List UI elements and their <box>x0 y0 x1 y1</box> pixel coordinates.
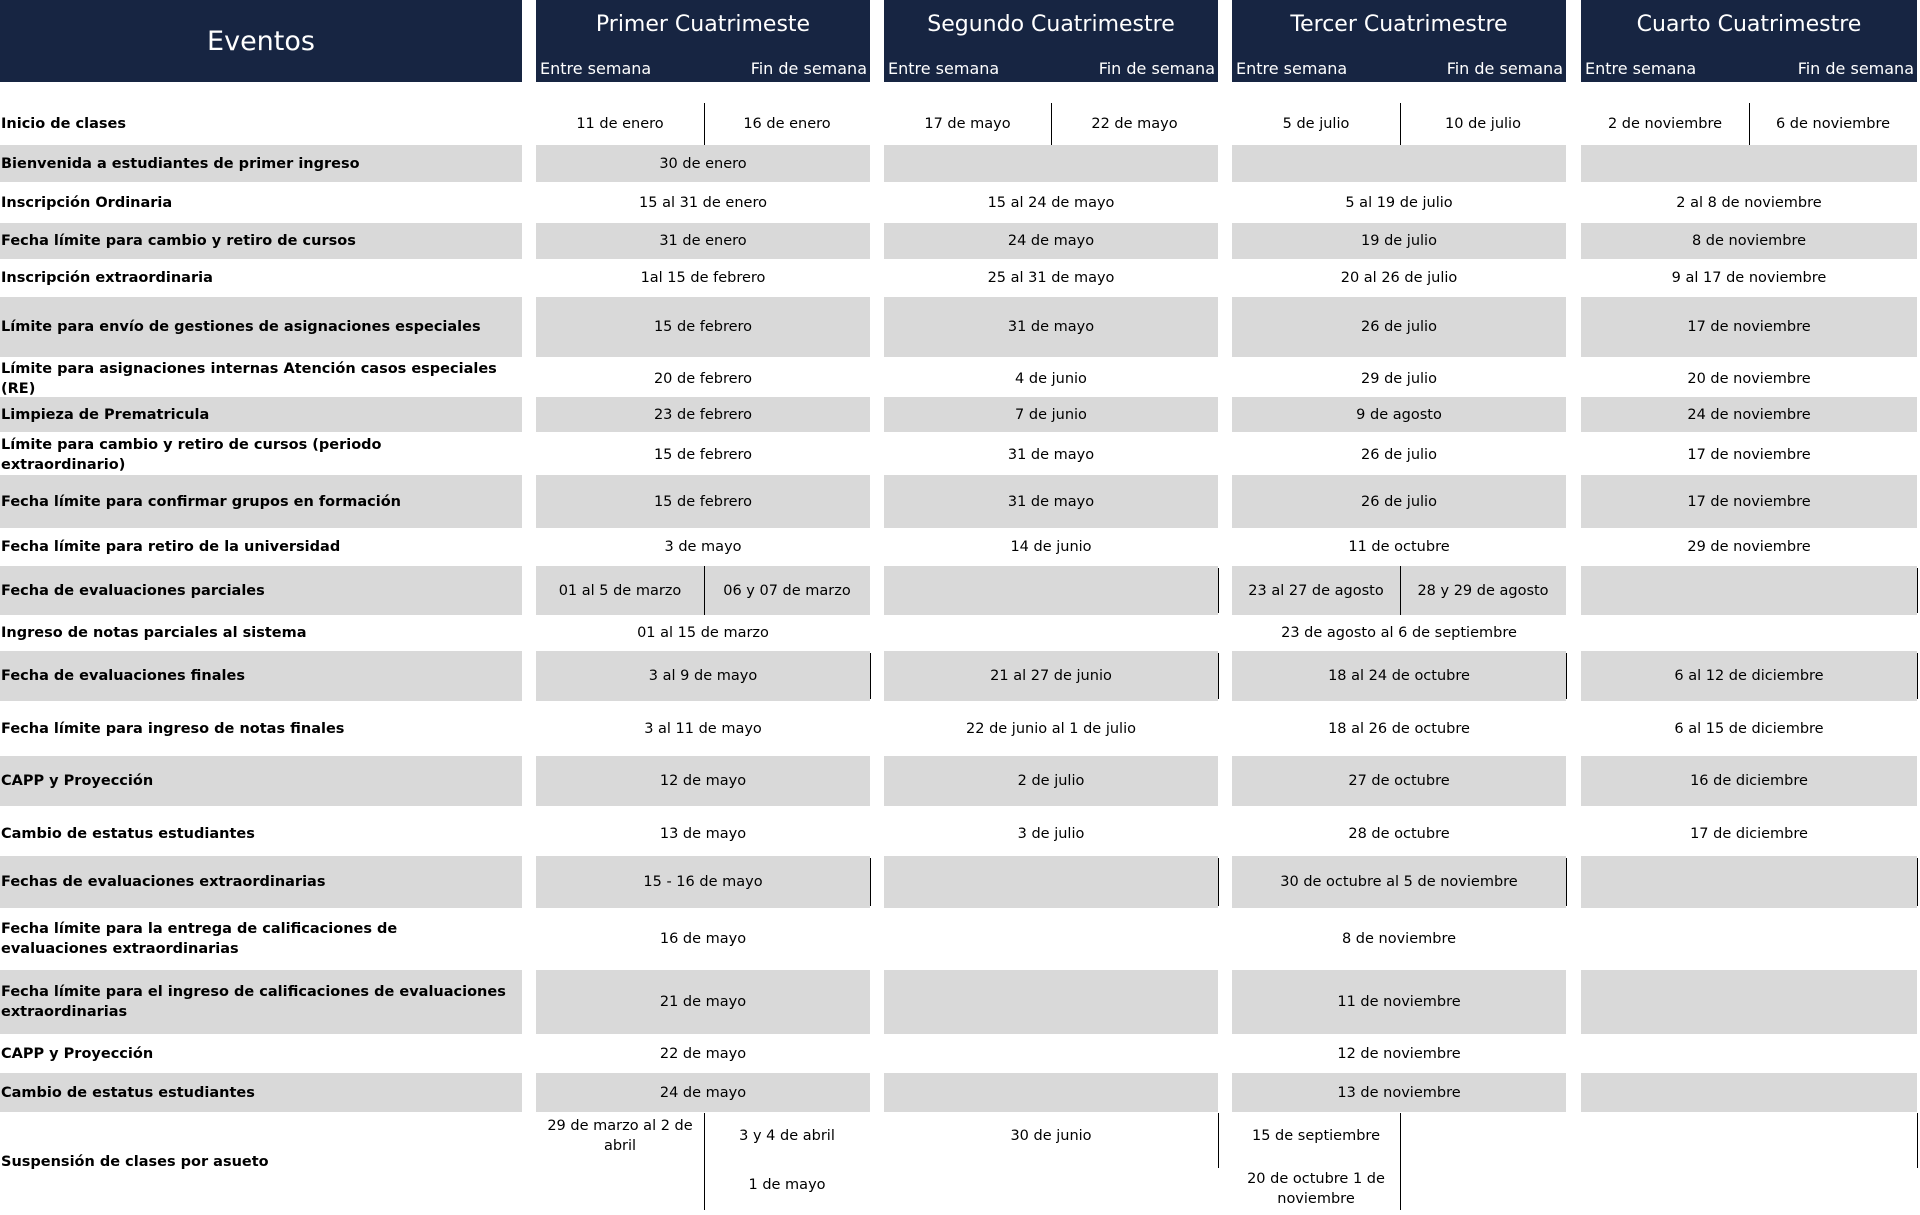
weekday-date: 29 de marzo al 2 de abril <box>547 1118 693 1154</box>
table-row <box>0 360 1920 398</box>
table-row <box>0 297 1920 357</box>
event-label: Fecha límite para ingreso de notas finales <box>1 720 345 737</box>
event-label: Fecha límite para confirmar grupos en formación <box>1 493 401 510</box>
weekday-date: 11 de enero <box>576 116 664 132</box>
term-date: 15 - 16 de mayo <box>643 874 763 890</box>
table-row <box>0 615 1920 650</box>
term-date: 30 de enero <box>659 155 747 172</box>
weekend-date: 16 de enero <box>743 116 831 132</box>
table-row <box>0 1033 1920 1074</box>
term-date: 24 de mayo <box>1007 233 1095 249</box>
table-row <box>0 184 1920 221</box>
term-date: 23 de agosto al 6 de septiembre <box>1281 624 1517 641</box>
column-divider <box>1917 1113 1918 1168</box>
weekend-date: 6 de noviembre <box>1775 116 1891 132</box>
table-row <box>0 756 1920 806</box>
table-row <box>0 651 1920 701</box>
term-date <box>1581 566 1917 615</box>
term-date: 15 de febrero <box>653 493 753 510</box>
term-date: 7 de junio <box>1015 406 1087 423</box>
term-date: 14 de junio <box>1010 538 1092 555</box>
term-date: 27 de octubre <box>1348 773 1450 789</box>
term-date: 13 de mayo <box>659 825 747 842</box>
term-date <box>884 145 1218 182</box>
term-date <box>884 615 1218 650</box>
term-date: 2 al 8 de noviembre <box>1676 194 1822 211</box>
weekday-date: 17 de mayo <box>924 116 1011 132</box>
table-row <box>0 145 1920 182</box>
term-date <box>884 1073 1218 1112</box>
term-date <box>1581 615 1917 650</box>
table-row <box>0 908 1920 970</box>
weekday-subheader: Entre semana <box>1236 59 1348 78</box>
term-date: 3 al 9 de mayo <box>648 668 758 684</box>
term-header-3 <box>1232 0 1566 82</box>
term-date: 12 de mayo <box>659 773 747 789</box>
term-title: Cuarto Cuatrimestre <box>1636 12 1862 37</box>
event-label: Fecha límite para el ingreso de calificaciones de evaluaciones extraordinarias <box>1 984 506 1020</box>
term-date: 31 de mayo <box>1007 447 1095 463</box>
column-divider <box>1218 858 1219 906</box>
term-date <box>1581 1073 1917 1112</box>
table-row <box>0 856 1920 908</box>
weekday-subheader: Entre semana <box>888 59 1000 78</box>
term-date: 21 de mayo <box>659 994 747 1010</box>
term-date: 31 de enero <box>659 233 747 249</box>
table-row <box>0 1113 1920 1210</box>
column-divider <box>870 858 871 906</box>
column-divider <box>1749 103 1750 145</box>
term-date: 17 de noviembre <box>1687 447 1811 463</box>
table-row <box>0 103 1920 145</box>
term-date: 5 al 19 de julio <box>1345 194 1453 211</box>
event-label: Ingreso de notas parciales al sistema <box>1 624 307 641</box>
column-divider <box>1051 103 1052 145</box>
term-date: 6 al 12 de diciembre <box>1674 668 1824 684</box>
term-date <box>884 566 1218 615</box>
term-date: 11 de octubre <box>1348 538 1450 555</box>
term-date: 15 al 31 de enero <box>639 194 767 211</box>
events-header <box>0 0 522 82</box>
event-label: Fecha de evaluaciones finales <box>1 668 245 684</box>
term-date: 3 al 11 de mayo <box>644 720 762 737</box>
table-row <box>0 970 1920 1034</box>
weekday-subheader: Entre semana <box>1585 59 1697 78</box>
term-date: 28 de octubre <box>1348 825 1450 842</box>
weekend-subheader: Fin de semana <box>1446 59 1563 78</box>
event-label: Fecha límite para retiro de la universidad <box>1 538 341 555</box>
term-date <box>884 908 1218 970</box>
column-divider <box>1400 103 1401 145</box>
term-date: 31 de mayo <box>1007 493 1095 510</box>
column-divider <box>870 653 871 699</box>
term-date: 20 de febrero <box>653 371 753 387</box>
term-date: 20 al 26 de julio <box>1340 270 1458 286</box>
term-date: 4 de junio <box>1015 371 1087 387</box>
table-row <box>0 527 1920 566</box>
weekend-subheader: Fin de semana <box>1098 59 1215 78</box>
term-date: 31 de mayo <box>1007 319 1095 335</box>
term-date: 17 de diciembre <box>1690 825 1808 842</box>
weekend-subheader: Fin de semana <box>1797 59 1914 78</box>
term-date: 29 de noviembre <box>1687 538 1811 555</box>
term-date <box>1581 908 1917 970</box>
column-divider <box>1917 568 1918 613</box>
event-label: Límite para asignaciones internas Atención casos especiales (RE) <box>1 361 497 397</box>
term-date <box>884 1033 1218 1074</box>
weekend-date-extra: 1 de mayo <box>748 1177 826 1193</box>
term-date: 12 de noviembre <box>1337 1045 1461 1062</box>
event-label: Límite para cambio y retiro de cursos (periodo extraordinario) <box>1 437 382 473</box>
term-date: 11 de noviembre <box>1337 994 1461 1010</box>
weekday-date: 23 al 27 de agosto <box>1248 582 1384 599</box>
column-divider <box>704 1113 705 1210</box>
event-label: Fecha límite para la entrega de calificaciones de evaluaciones extraordinarias <box>1 921 398 957</box>
term-date: 24 de mayo <box>659 1084 747 1101</box>
term-date: 25 al 31 de mayo <box>987 270 1115 286</box>
term-date: 22 de junio al 1 de julio <box>966 720 1136 737</box>
term-date: 17 de noviembre <box>1687 319 1811 335</box>
term-date <box>1581 1113 1917 1159</box>
event-label: Límite para envío de gestiones de asignaciones especiales <box>1 319 481 335</box>
term-date: 15 de febrero <box>653 319 753 335</box>
event-label: Cambio de estatus estudiantes <box>1 1084 255 1101</box>
column-divider <box>1566 858 1567 906</box>
event-label: Fechas de evaluaciones extraordinarias <box>1 874 326 890</box>
table-row <box>0 475 1920 528</box>
term-date: 22 de mayo <box>659 1045 747 1062</box>
term-date: 23 de febrero <box>653 406 753 423</box>
event-label: CAPP y Proyección <box>1 773 154 789</box>
column-divider <box>1218 1113 1219 1168</box>
term-date: 20 de noviembre <box>1687 371 1811 387</box>
term-date: 26 de julio <box>1361 319 1437 335</box>
event-label: CAPP y Proyección <box>1 1045 154 1062</box>
column-divider <box>1400 566 1401 615</box>
term-date: 29 de julio <box>1361 371 1437 387</box>
weekday-date: 01 al 5 de marzo <box>558 582 682 599</box>
term-date <box>1581 1033 1917 1074</box>
term-date: 16 de mayo <box>659 931 747 947</box>
term-date: 21 al 27 de junio <box>990 668 1112 684</box>
table-row <box>0 1073 1920 1112</box>
table-row <box>0 223 1920 259</box>
event-label: Suspensión de clases por asueto <box>1 1153 269 1170</box>
term-date <box>1581 856 1917 908</box>
event-label: Fecha de evaluaciones parciales <box>1 582 265 599</box>
column-divider <box>1400 1113 1401 1210</box>
term-date <box>884 856 1218 908</box>
event-label: Inscripción Ordinaria <box>1 194 173 211</box>
term-date: 6 al 15 de diciembre <box>1674 720 1824 737</box>
table-row <box>0 260 1920 296</box>
column-divider <box>1917 858 1918 906</box>
term-date: 01 al 15 de marzo <box>637 624 769 641</box>
term-date <box>1581 970 1917 1034</box>
term-date: 19 de julio <box>1361 233 1437 249</box>
table-row <box>0 435 1920 475</box>
term-date: 8 de noviembre <box>1341 931 1457 947</box>
term-title: Tercer Cuatrimestre <box>1290 12 1508 37</box>
term-date: 9 de agosto <box>1356 406 1442 423</box>
weekend-date-extra: 20 de octubre 1 de noviembre <box>1247 1171 1385 1207</box>
column-divider <box>1218 653 1219 699</box>
term-date <box>1232 145 1566 182</box>
term-date: 30 de octubre al 5 de noviembre <box>1280 874 1518 890</box>
weekend-date: 22 de mayo <box>1091 116 1178 132</box>
event-label: Inscripción extraordinaria <box>1 270 213 286</box>
term-date: 2 de julio <box>1017 773 1085 789</box>
term-header-4 <box>1581 0 1917 82</box>
weekend-date: 3 y 4 de abril <box>739 1128 835 1144</box>
term-date: 3 de mayo <box>664 538 742 555</box>
event-label: Fecha límite para cambio y retiro de cursos <box>1 233 356 249</box>
event-label: Cambio de estatus estudiantes <box>1 825 255 842</box>
term-title: Segundo Cuatrimestre <box>927 12 1175 37</box>
weekend-date: 10 de julio <box>1445 116 1521 132</box>
term-date: 26 de julio <box>1361 447 1437 463</box>
weekday-date: 2 de noviembre <box>1607 116 1723 132</box>
event-label: Inicio de clases <box>1 116 126 132</box>
term-date: 26 de julio <box>1361 493 1437 510</box>
column-divider <box>1917 653 1918 699</box>
weekend-date: 28 y 29 de agosto <box>1417 582 1549 599</box>
term-date: 15 al 24 de mayo <box>987 194 1115 211</box>
term-date <box>884 970 1218 1034</box>
column-divider <box>1218 568 1219 613</box>
term-date: 15 de febrero <box>653 447 753 463</box>
term-date: 13 de noviembre <box>1337 1084 1461 1101</box>
weekend-date: 06 y 07 de marzo <box>723 582 851 599</box>
term-date: 8 de noviembre <box>1691 233 1807 249</box>
weekday-date: 15 de septiembre <box>1251 1128 1380 1144</box>
column-divider <box>704 103 705 145</box>
term-date: 24 de noviembre <box>1687 406 1811 423</box>
term-date: 18 al 26 de octubre <box>1328 720 1470 737</box>
table-row <box>0 806 1920 861</box>
weekday-date: 5 de julio <box>1282 116 1350 132</box>
column-divider <box>1566 653 1567 699</box>
term-date: 3 de julio <box>1017 825 1085 842</box>
term-date: 18 al 24 de octubre <box>1328 668 1470 684</box>
term-date: 17 de noviembre <box>1687 493 1811 510</box>
term-date: 1al 15 de febrero <box>640 270 766 286</box>
events-header-label: Eventos <box>207 25 315 57</box>
column-divider <box>704 566 705 615</box>
term-date: 16 de diciembre <box>1690 773 1808 789</box>
term-date <box>1581 145 1917 182</box>
weekday-subheader: Entre semana <box>540 59 652 78</box>
weekend-subheader: Fin de semana <box>750 59 867 78</box>
term-header-1 <box>536 0 870 82</box>
term-date: 30 de junio <box>1010 1128 1092 1144</box>
table-row <box>0 566 1920 615</box>
event-label: Limpieza de Prematricula <box>1 406 210 423</box>
event-label: Bienvenida a estudiantes de primer ingreso <box>1 155 360 172</box>
term-title: Primer Cuatrimeste <box>595 12 811 37</box>
table-row <box>0 397 1920 432</box>
table-row <box>0 701 1920 756</box>
term-header-2 <box>884 0 1218 82</box>
term-date: 9 al 17 de noviembre <box>1671 270 1827 286</box>
